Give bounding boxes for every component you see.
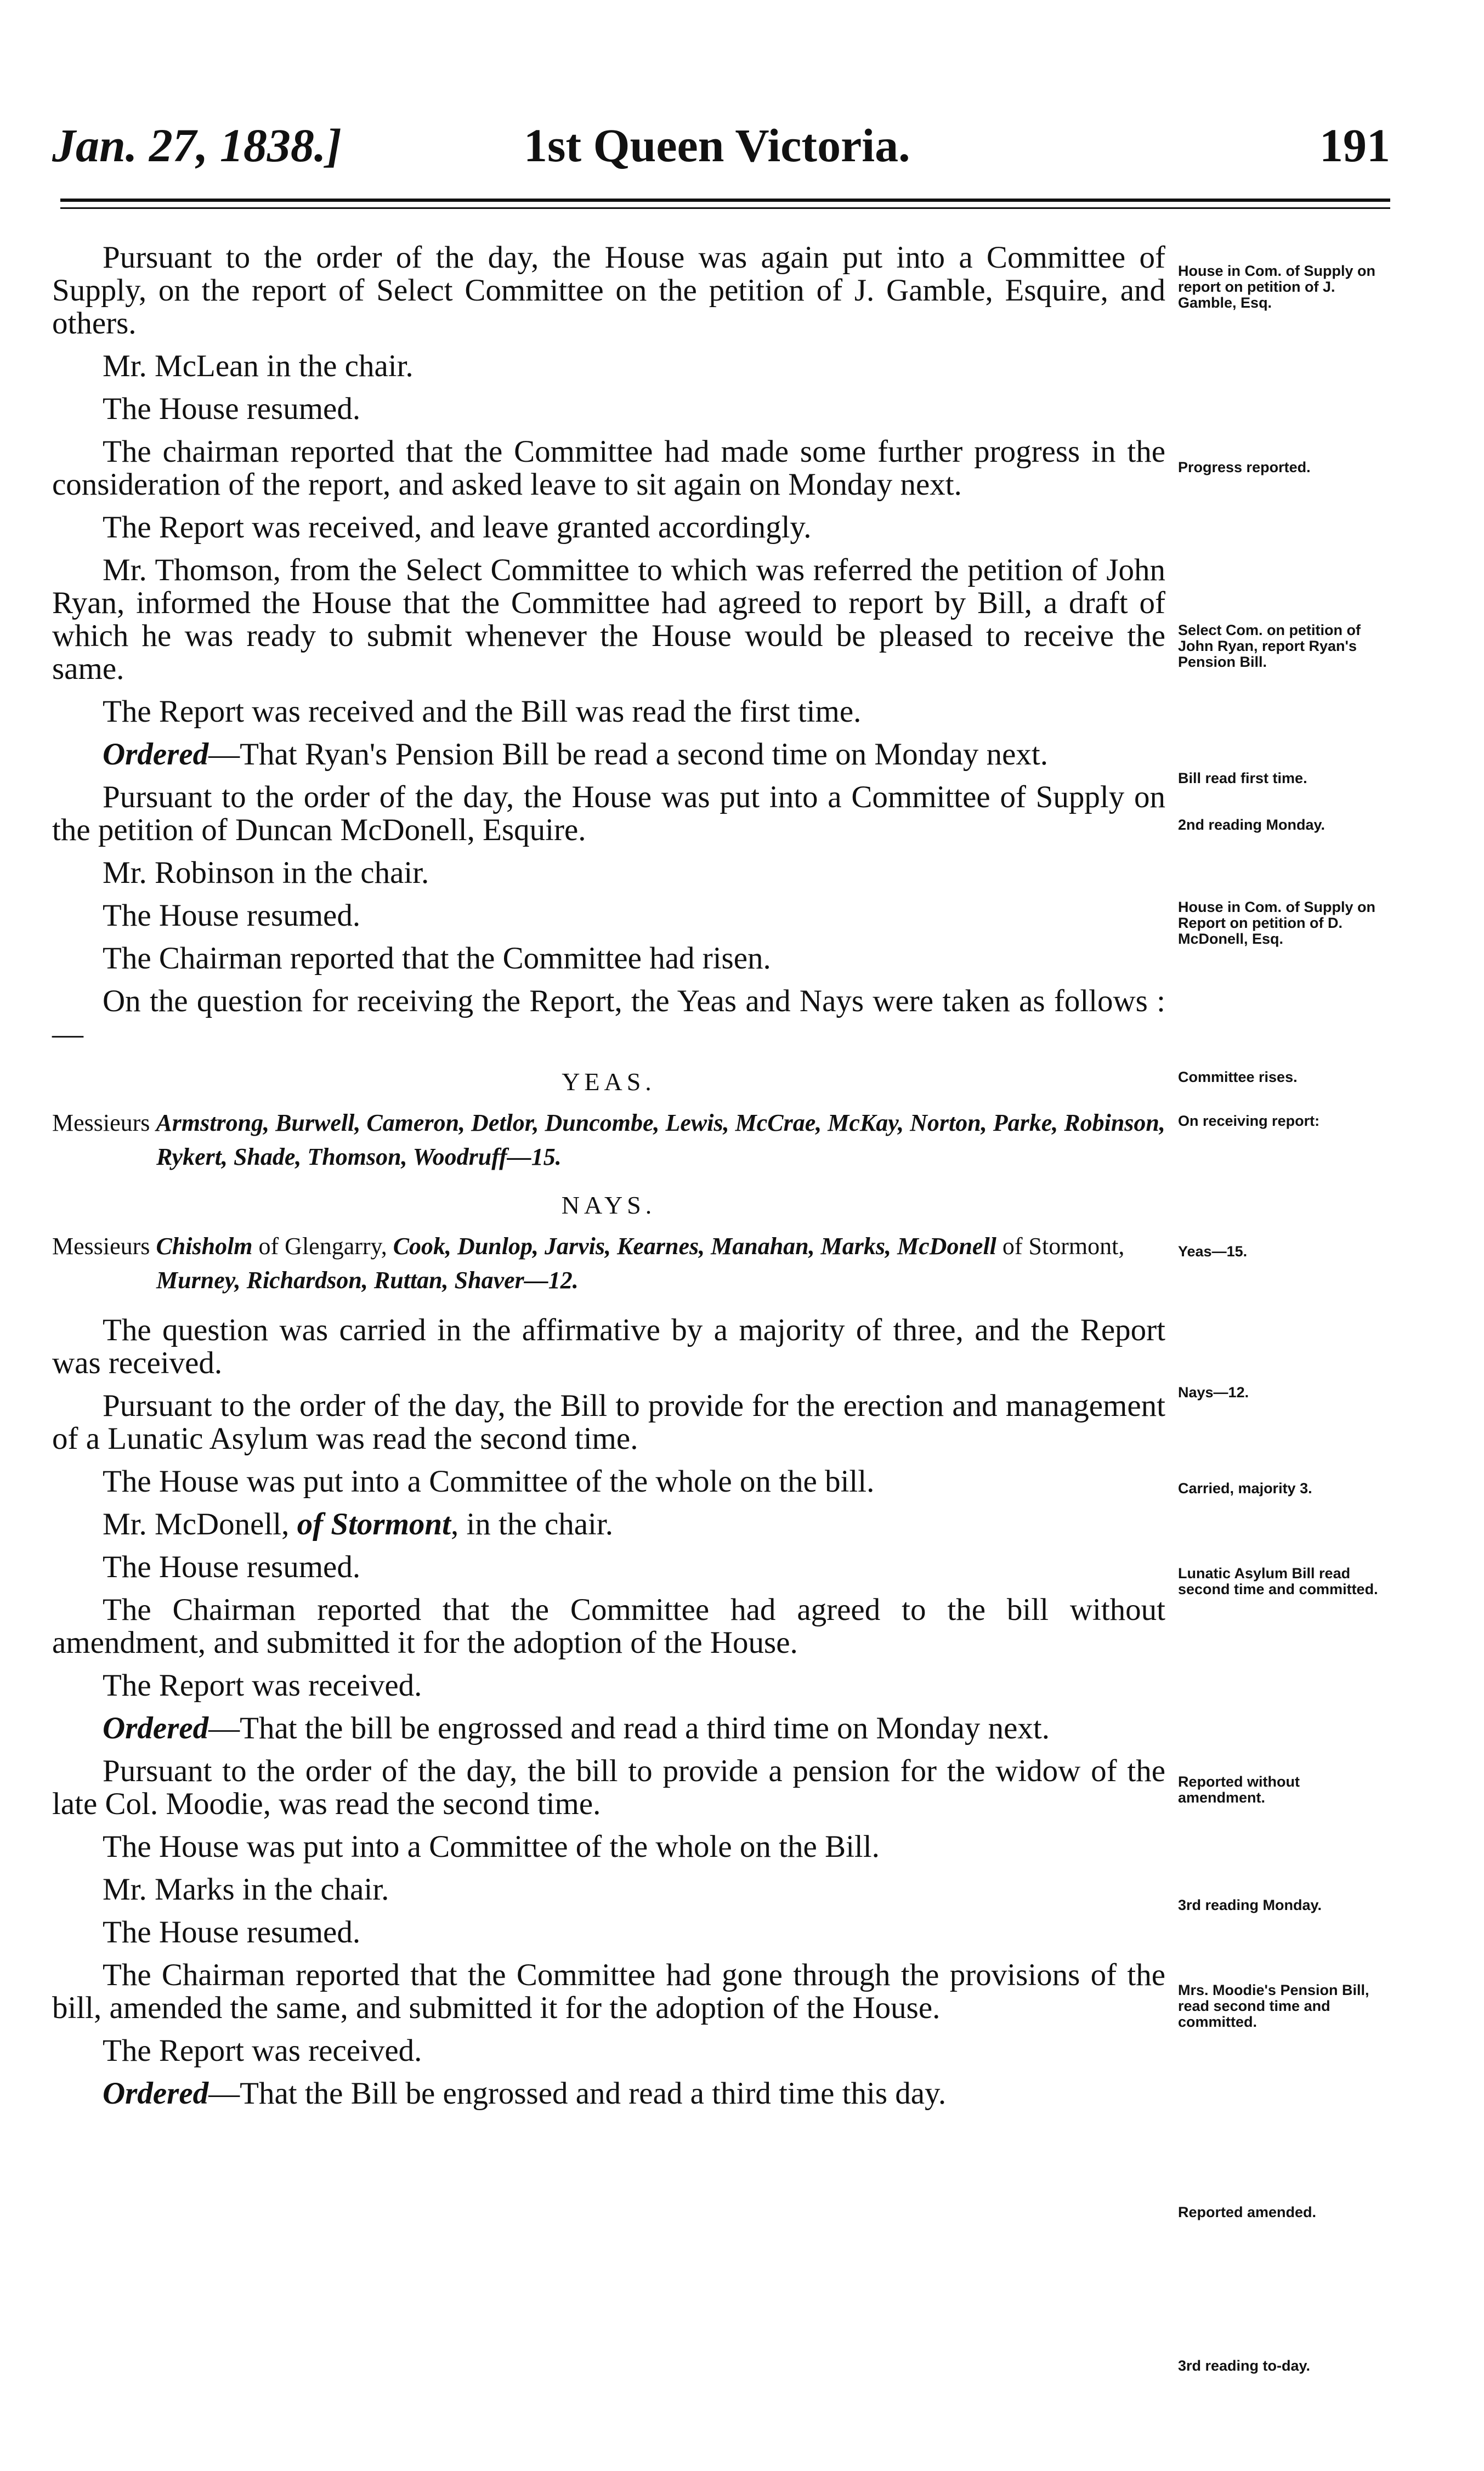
margin-note: House in Com. of Supply on Report on petition of D. McDonell, Esq.: [1178, 899, 1375, 947]
paragraph: On the question for receiving the Report, the Yeas and Nays were taken as follows :—: [52, 984, 1165, 1051]
paragraph: Pursuant to the order of the day, the Bill to provide for the erection and management of a Lunatic Asylum was read the second time.: [52, 1388, 1165, 1456]
paragraph: The question was carried in the affirmative by a majority of three, and the Report was received.: [52, 1313, 1165, 1380]
yeas-list: Messieurs Armstrong, Burwell, Cameron, Detlor, Duncombe, Lewis, McCrae, McKay, Norton, Parke, Robinson, Rykert, Shade, Thomson, Woodruff—15.: [52, 1109, 1165, 1170]
paragraph: The House resumed.: [103, 1550, 361, 1584]
margin-note: Committee rises.: [1178, 1069, 1298, 1085]
margin-note: Carried, majority 3.: [1178, 1480, 1312, 1497]
margin-note: Select Com. on petition of John Ryan, report Ryan's Pension Bill.: [1178, 622, 1361, 670]
header-title: 1st Queen Victoria.: [524, 119, 910, 172]
paragraph: Ordered—That the bill be engrossed and read a third time on Monday next.: [103, 1711, 1050, 1745]
margin-note: Bill read first time.: [1178, 770, 1307, 786]
paragraph: Ordered—That the Bill be engrossed and read a third time this day.: [103, 2076, 947, 2111]
margin-note: Reported amended.: [1178, 2204, 1317, 2220]
page-number: 191: [1319, 119, 1390, 172]
paragraph: The House resumed.: [103, 392, 361, 426]
paragraph: The House was put into a Committee of the whole on the Bill.: [103, 1829, 880, 1864]
paragraph: The Chairman reported that the Committee had risen.: [103, 941, 771, 976]
header-date: Jan. 27, 1838.]: [52, 119, 342, 172]
margin-note: Lunatic Asylum Bill read second time and committed.: [1178, 1565, 1378, 1597]
margin-note: On receiving report:: [1178, 1113, 1320, 1129]
paragraph: Mr. Robinson in the chair.: [103, 855, 429, 890]
paragraph: Ordered—That Ryan's Pension Bill be read a second time on Monday next.: [103, 737, 1049, 772]
paragraph: Mr. Marks in the chair.: [103, 1872, 389, 1907]
paragraph: The Chairman reported that the Committee had gone through the provisions of the bill, amended the same, and submitted it for the adoption of the House.: [52, 1958, 1165, 2025]
yeas-heading: YEAS.: [562, 1068, 656, 1096]
margin-note: Nays—12.: [1178, 1384, 1249, 1401]
paragraph: Mr. McDonell, of Stormont, in the chair.: [103, 1507, 613, 1541]
margin-note: Progress reported.: [1178, 459, 1311, 475]
paragraph: Pursuant to the order of the day, the House was again put into a Committee of Supply, on the report of Select Committee on the petition of J. Gamble, Esquire, and others.: [52, 240, 1165, 341]
nays-heading: NAYS.: [561, 1191, 656, 1219]
paragraph: Mr. Thomson, from the Select Committee to which was referred the petition of John Ryan, informed the House that the Committee had agreed to report by Bill, a draft of which he was ready to submit whenever the House would be pleased to receive the same.: [52, 553, 1165, 686]
paragraph: Mr. McLean in the chair.: [103, 349, 414, 383]
margin-note: Mrs. Moodie's Pension Bill, read second time and committed.: [1178, 1982, 1369, 2030]
paragraph: The House resumed.: [103, 1915, 361, 1949]
paragraph: The Report was received.: [103, 2033, 422, 2068]
margin-note: Yeas—15.: [1178, 1243, 1248, 1260]
paragraph: The House resumed.: [103, 898, 361, 933]
margin-note: 3rd reading Monday.: [1178, 1897, 1322, 1913]
margin-note: 3rd reading to-day.: [1178, 2357, 1311, 2374]
margin-note: House in Com. of Supply on report on petition of J. Gamble, Esq.: [1178, 263, 1375, 311]
margin-note: Reported without amendment.: [1178, 1773, 1300, 1806]
paragraph: The Report was received and the Bill was read the first time.: [103, 694, 862, 729]
header-rule-thick: [60, 199, 1390, 202]
paragraph: Pursuant to the order of the day, the House was put into a Committee of Supply on the petition of Duncan McDonell, Esquire.: [52, 780, 1165, 847]
paragraph: The Report was received.: [103, 1668, 422, 1703]
paragraph: The Chairman reported that the Committee had agreed to the bill without amendment, and submitted it for the adoption of the House.: [52, 1592, 1165, 1660]
header-rule-thin: [60, 207, 1390, 209]
margin-note: 2nd reading Monday.: [1178, 817, 1326, 833]
journal-body: [52, 241, 1165, 2120]
page-header: [52, 118, 1390, 178]
nays-list: Messieurs Chisholm of Glengarry, Cook, Dunlop, Jarvis, Kearnes, Manahan, Marks, McDonell of Stormont, Murney, Richardson, Ruttan, Shaver—12.: [52, 1233, 1125, 1294]
paragraph: Pursuant to the order of the day, the bill to provide a pension for the widow of the late Col. Moodie, was read the second time.: [52, 1754, 1165, 1821]
paragraph: The Report was received, and leave granted accordingly.: [103, 510, 812, 545]
paragraph: The chairman reported that the Committee had made some further progress in the consideration of the report, and asked leave to sit again on Monday next.: [52, 434, 1165, 502]
paragraph: The House was put into a Committee of the whole on the bill.: [103, 1464, 875, 1499]
